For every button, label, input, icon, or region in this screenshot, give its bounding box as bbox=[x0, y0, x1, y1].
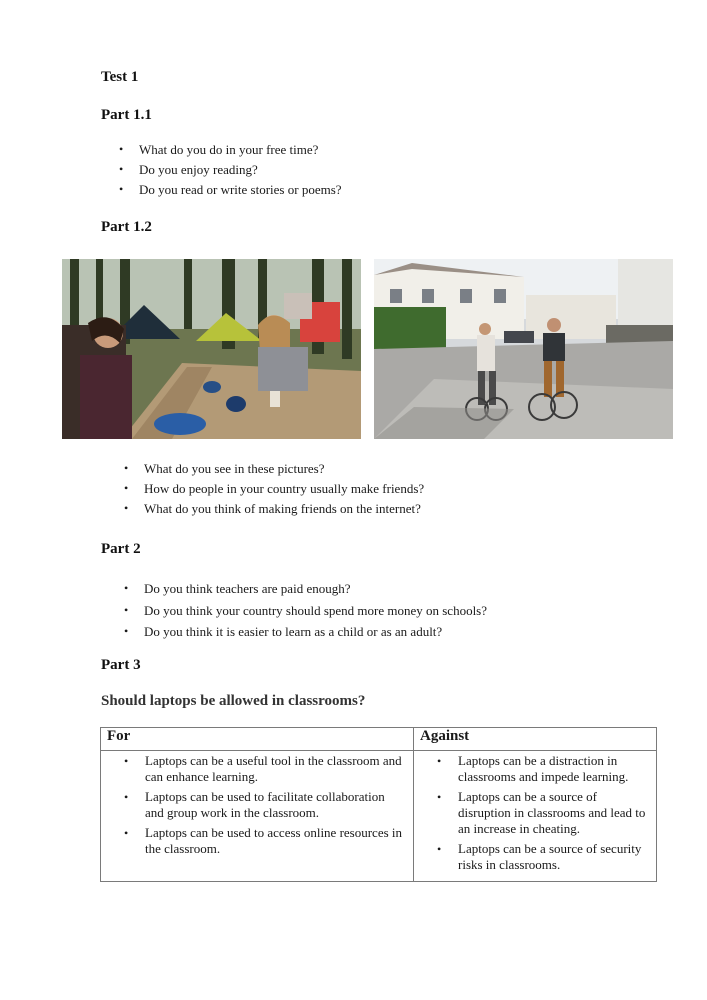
list-item: • Laptops can be used to access online resources in the classroom. bbox=[101, 825, 413, 857]
part-1-1-question-list bbox=[119, 141, 342, 201]
list-item: • Laptops can be a source of disruption in classrooms and lead to an increase in cheating. bbox=[414, 789, 656, 837]
part-1-1-heading: Part 1.1 bbox=[101, 107, 152, 123]
for-column-header: For bbox=[101, 728, 414, 751]
list-item: • What do you think of making friends on the internet? bbox=[124, 500, 424, 520]
list-item: • Laptops can be a useful tool in the classroom and can enhance learning. bbox=[101, 753, 413, 785]
list-item: • Do you think it is easier to learn as a child or as an adult? bbox=[124, 623, 487, 645]
for-cell bbox=[101, 751, 414, 882]
list-item: • Do you think teachers are paid enough? bbox=[124, 580, 487, 602]
list-item: • Do you read or write stories or poems? bbox=[119, 181, 342, 201]
list-item: • What do you do in your free time? bbox=[119, 141, 342, 161]
camping-friends-photo bbox=[62, 259, 361, 439]
part-3-heading: Part 3 bbox=[101, 657, 141, 673]
cycling-friends-photo bbox=[374, 259, 673, 439]
list-item: • Do you think your country should spend more money on schools? bbox=[124, 602, 487, 624]
part-2-question-list bbox=[124, 580, 487, 645]
test-title: Test 1 bbox=[101, 69, 139, 85]
list-item: • Do you enjoy reading? bbox=[119, 161, 342, 181]
for-against-table bbox=[100, 727, 657, 882]
against-column-header: Against bbox=[414, 728, 657, 751]
list-item: • Laptops can be used to facilitate collaboration and group work in the classroom. bbox=[101, 789, 413, 821]
part-2-heading: Part 2 bbox=[101, 541, 141, 557]
part-1-2-heading: Part 1.2 bbox=[101, 219, 152, 235]
for-list bbox=[101, 753, 413, 857]
part-1-2-question-list bbox=[124, 460, 424, 520]
debate-question: Should laptops be allowed in classrooms? bbox=[101, 693, 366, 709]
list-item: • Laptops can be a source of security risks in classrooms. bbox=[414, 841, 656, 873]
against-list bbox=[414, 753, 656, 873]
against-cell bbox=[414, 751, 657, 882]
list-item: • How do people in your country usually make friends? bbox=[124, 480, 424, 500]
list-item: • What do you see in these pictures? bbox=[124, 460, 424, 480]
list-item: • Laptops can be a distraction in classrooms and impede learning. bbox=[414, 753, 656, 785]
